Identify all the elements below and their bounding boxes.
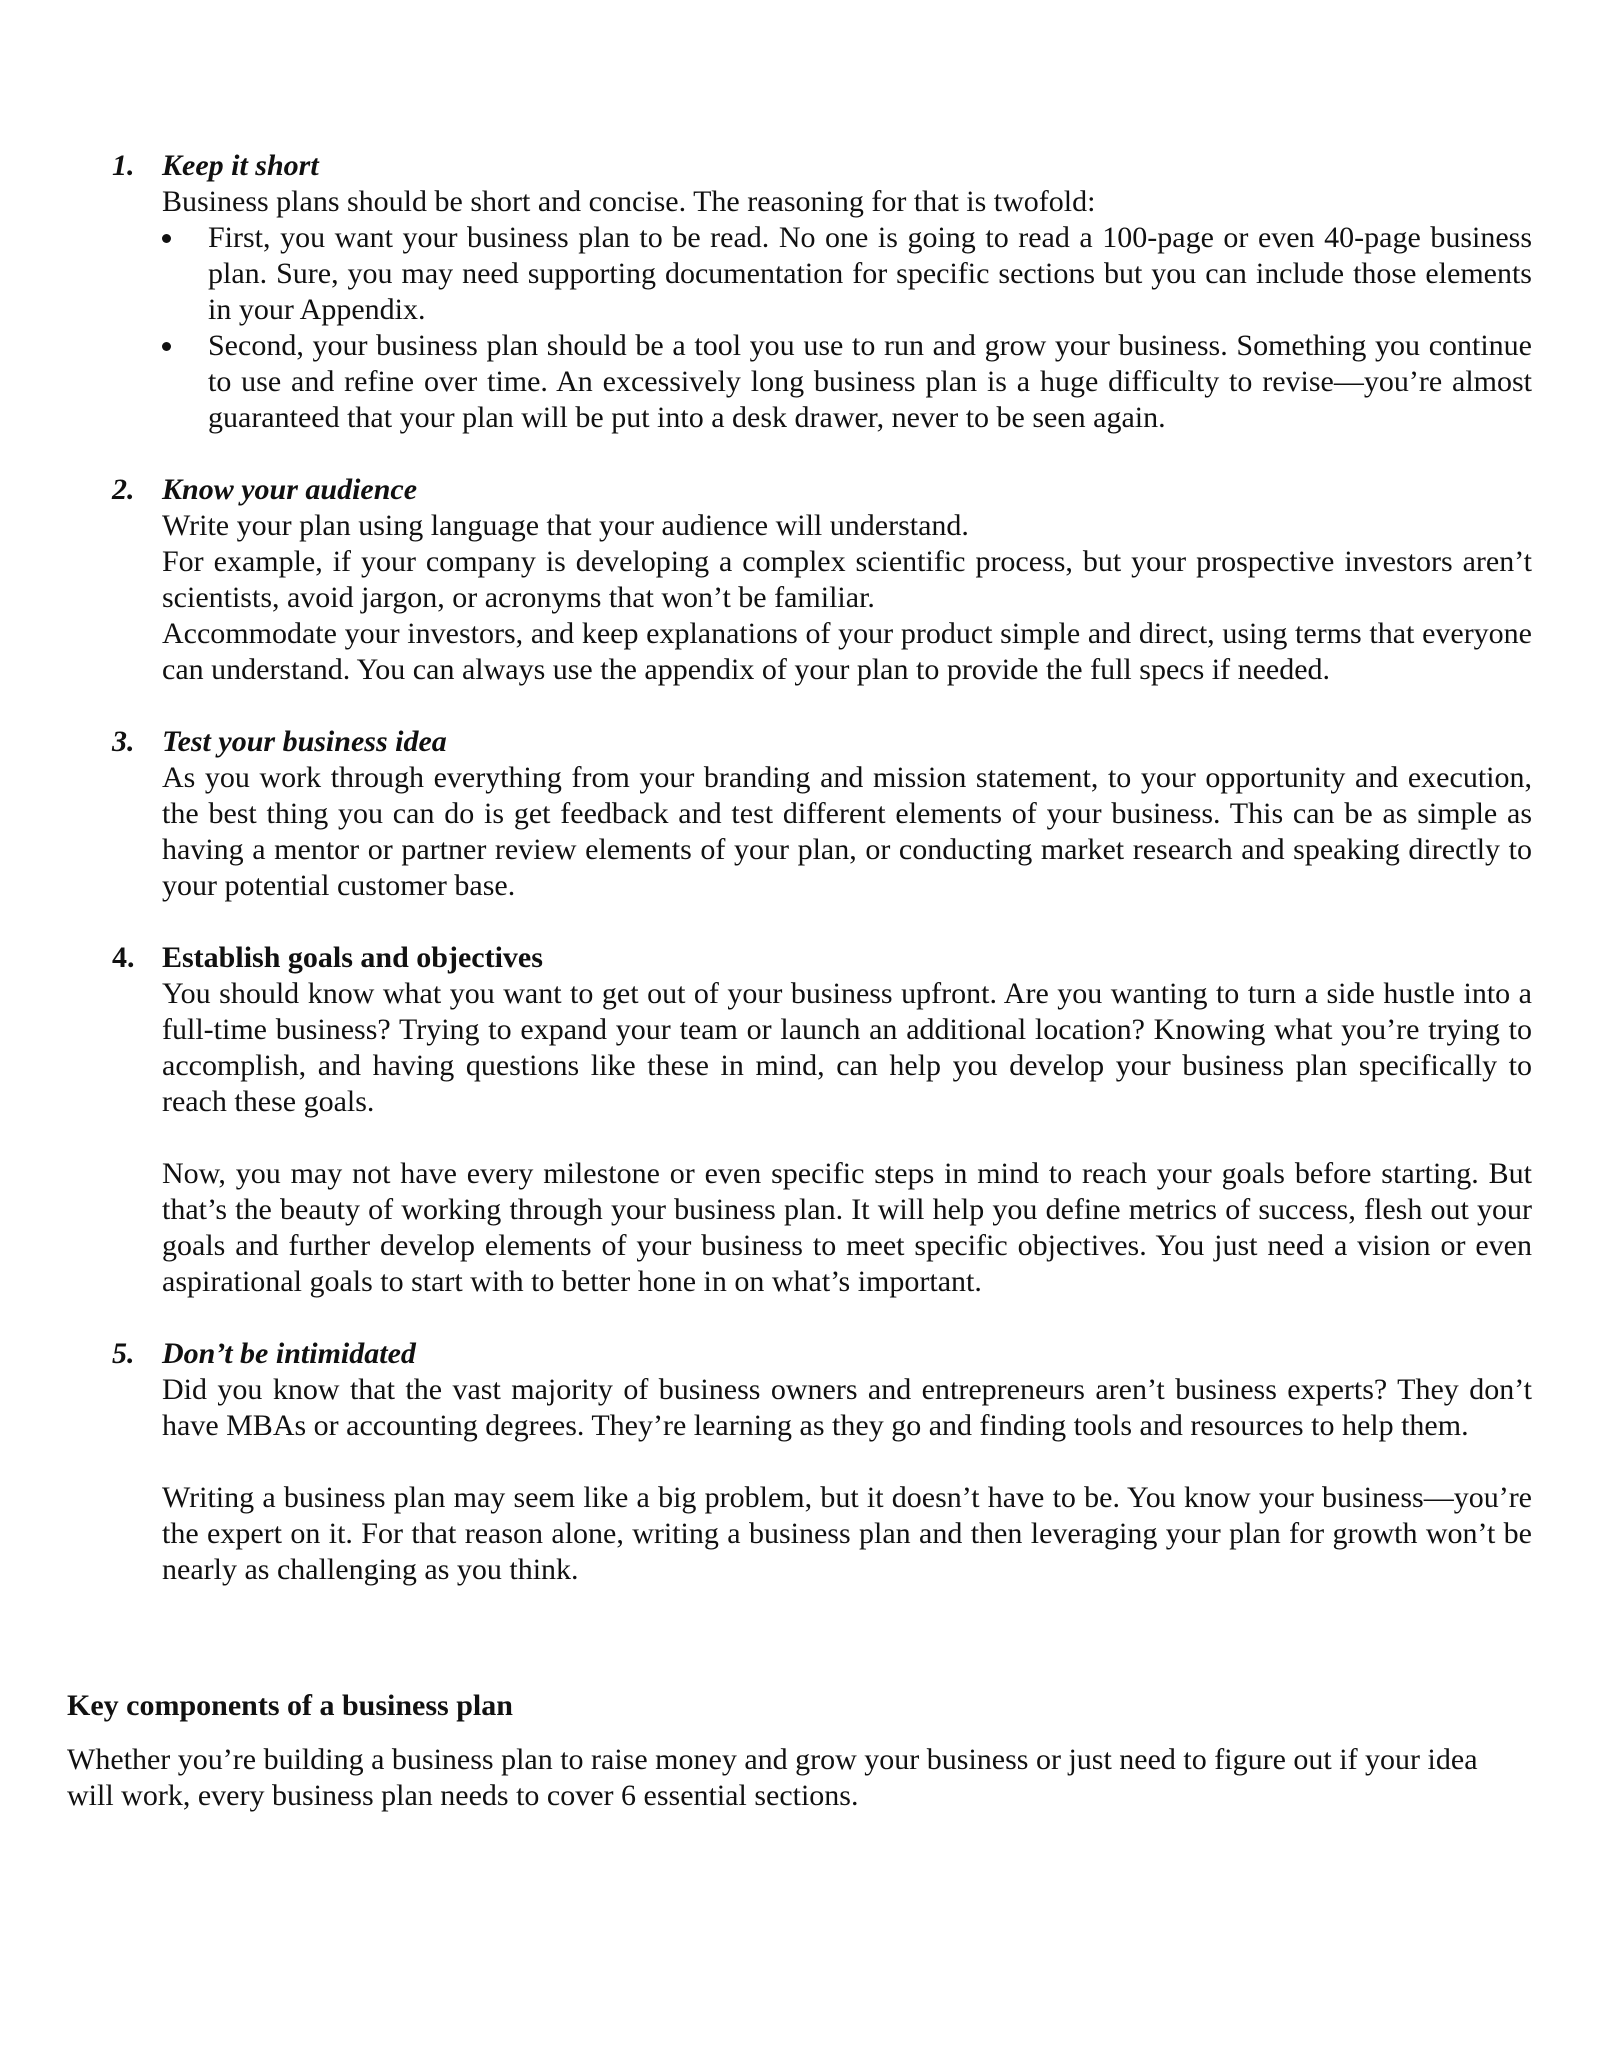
list-item-keep-it-short [112, 148, 1532, 436]
section-heading: Key components of a business plan [67, 1689, 513, 1722]
bullet-icon [162, 342, 171, 351]
item-number: 1. [112, 149, 135, 182]
item-paragraph: For example, if your company is developing a complex scientific process, but your prospective investors aren’t scientists, avoid jargon, or acronyms that won’t be familiar. [162, 545, 1532, 614]
item-heading: Know your audience [162, 473, 418, 506]
bullet-item [162, 220, 1532, 328]
key-components-section [67, 1688, 1527, 1814]
item-intro: Business plans should be short and concise. The reasoning for that is twofold: [162, 185, 1096, 218]
bullet-list [162, 220, 1532, 436]
item-paragraph: Write your plan using language that your audience will understand. [162, 509, 969, 542]
tips-list [112, 148, 1532, 1624]
item-number: 5. [112, 1337, 135, 1370]
item-paragraph: As you work through everything from your branding and mission statement, to your opportunity and execution, the best thing you can do is get feedback and test different elements of your business. This can be as simple as having a mentor or partner review elements of your plan, or conducting market research and speaking directly to your potential customer base. [162, 761, 1532, 902]
item-paragraph: Writing a business plan may seem like a big problem, but it doesn’t have to be. You know your business—you’re the expert on it. For that reason alone, writing a business plan and then leveraging your plan for growth won’t be nearly as challenging as you think. [162, 1481, 1532, 1586]
bullet-text: First, you want your business plan to be read. No one is going to read a 100-page or even 40-page business plan. Sure, you may need supporting documentation for specific sections but you can include those elements in your Appendix. [208, 221, 1532, 326]
bullet-item [162, 328, 1532, 436]
item-number: 3. [112, 725, 135, 758]
item-number: 4. [112, 941, 135, 974]
item-paragraph: Accommodate your investors, and keep explanations of your product simple and direct, using terms that everyone can understand. You can always use the appendix of your plan to provide the full specs if needed. [162, 617, 1532, 686]
bullet-icon [162, 234, 171, 243]
item-heading: Keep it short [162, 149, 319, 182]
item-heading: Establish goals and objectives [162, 941, 543, 974]
item-paragraph: Now, you may not have every milestone or even specific steps in mind to reach your goals before starting. But that’s the beauty of working through your business plan. It will help you define metrics of success, flesh out your goals and further develop elements of your business to meet specific objectives. You just need a vision or even aspirational goals to start with to better hone in on what’s important. [162, 1157, 1532, 1298]
list-item-know-your-audience [112, 472, 1532, 688]
item-number: 2. [112, 473, 135, 506]
item-heading: Test your business idea [162, 725, 447, 758]
bullet-text: Second, your business plan should be a tool you use to run and grow your business. Something you continue to use and refine over time. An excessively long business plan is a huge difficulty to revise—you’re almost guaranteed that your plan will be put into a desk drawer, never to be seen again. [208, 329, 1532, 434]
list-item-establish-goals [112, 940, 1532, 1300]
item-paragraph: You should know what you want to get out of your business upfront. Are you wanting to turn a side hustle into a full-time business? Trying to expand your team or launch an additional location? Knowing what you’re trying to accomplish, and having questions like these in mind, can help you develop your business plan specifically to reach these goals. [162, 977, 1532, 1118]
item-paragraph: Did you know that the vast majority of business owners and entrepreneurs aren’t business experts? They don’t have MBAs or accounting degrees. They’re learning as they go and finding tools and resources to help them. [162, 1373, 1532, 1442]
item-heading: Don’t be intimidated [162, 1337, 416, 1370]
section-body: Whether you’re building a business plan to raise money and grow your business or just need to figure out if your idea will work, every business plan needs to cover 6 essential sections. [67, 1743, 1478, 1812]
list-item-test-your-business-idea [112, 724, 1532, 904]
list-item-dont-be-intimidated [112, 1336, 1532, 1588]
